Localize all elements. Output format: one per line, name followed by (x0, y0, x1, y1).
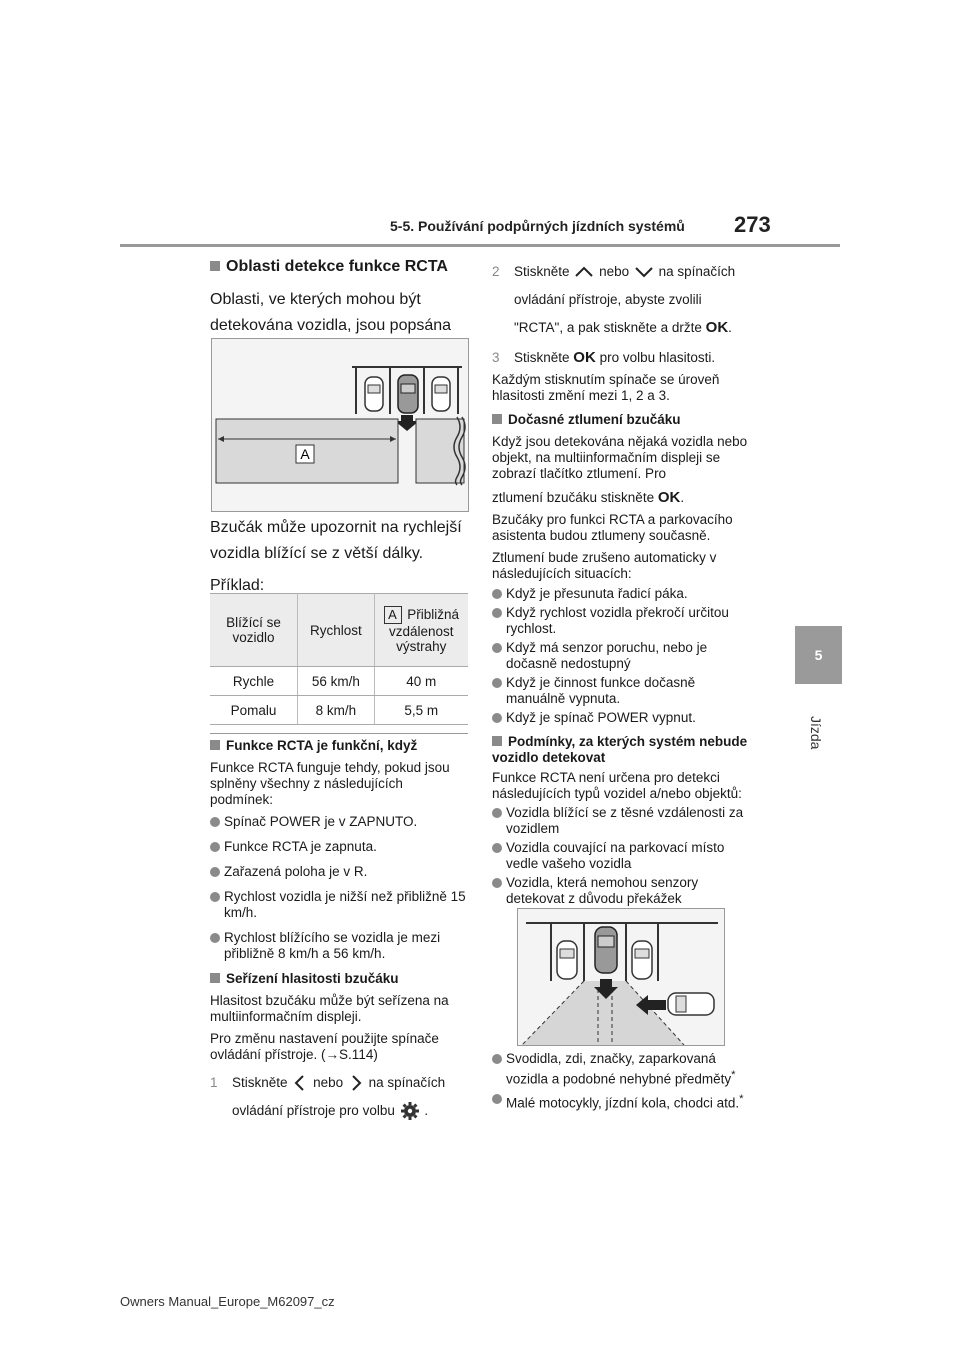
table-label-a: A (384, 606, 402, 624)
page-number: 273 (734, 212, 771, 237)
step-text: Stiskněte (514, 350, 570, 365)
table-cell: 56 km/h (298, 667, 374, 696)
heading-volume: Seřízení hlasitosti bzučáku (226, 971, 399, 986)
chapter-label: Jízda (808, 716, 824, 750)
heading-mute: Dočasné ztlumení bzučáku (508, 412, 681, 427)
step-number: 1 (210, 1075, 218, 1090)
list-item: Když je spínač POWER vypnut. (492, 710, 754, 726)
figure-label-a: A (300, 446, 310, 462)
section-divider (210, 733, 468, 734)
step-text: ovládání přístroje pro volbu (232, 1103, 395, 1118)
mute-text: Když jsou detekována nějaká vozidla nebo objekt, na multiinformačním displeji se zobrazí tlačítko ztlumení. Pro (492, 434, 748, 481)
parked-car-right (432, 377, 450, 411)
list-item (492, 1091, 754, 1112)
list-item: Funkce RCTA je zapnuta. (210, 839, 468, 855)
step-text: pro volbu hlasitosti. (599, 350, 716, 365)
table-header-distance (374, 594, 468, 667)
parked-car-left (557, 941, 577, 979)
step-text: . (424, 1103, 429, 1118)
intro-text: Oblasti, ve kterých mohou být detekována vozidla, jsou popsána (210, 291, 452, 334)
list-item: Zařazená poloha je v R. (210, 864, 468, 880)
mute-text-2a: ztlumení bzučáku stiskněte (492, 490, 655, 505)
step-text: nebo (599, 264, 630, 279)
ok-icon: OK (657, 489, 681, 506)
list-item-text: Malé motocykly, jízdní kola, chodci atd. (506, 1095, 740, 1110)
no-detect-text: Funkce RCTA není určena pro detekci následujících typů vozidel a/nebo objektů: (492, 770, 742, 801)
volume-cycle-text: Každým stisknutím spínače se úroveň hlasitosti změní mezi 1, 2 a 3. (492, 372, 720, 403)
list-item: Rychlost vozidla je nižší než přibližně 15 km/h. (210, 889, 468, 921)
right-column-bottom (492, 1051, 754, 1117)
mute-text-2 (492, 486, 754, 510)
step-3 (492, 344, 754, 372)
rcta-functional-text: Funkce RCTA funguje tehdy, pokud jsou splněny všechny z následujících podmínek: (210, 760, 450, 807)
heading-detection-areas: Oblasti detekce funkce RCTA (226, 258, 448, 275)
table-header-speed: Rychlost (298, 594, 374, 667)
step-text: na spínačích (368, 1075, 446, 1090)
heading-rcta-functional: Funkce RCTA je funkční, když (226, 738, 418, 753)
list-item: Když je činnost funkce dočasně manuálně vypnuta. (492, 675, 754, 707)
step-text: na spínačích (658, 264, 736, 279)
list-item: Vozidla couvající na parkovací místo vedle vašeho vozidla (492, 840, 754, 872)
heading-no-detect: Podmínky, za kterých systém nebude vozidlo detekovat (492, 734, 748, 765)
chevron-right-icon (347, 1073, 365, 1093)
heading-marker (210, 973, 220, 983)
step-text: . (728, 320, 732, 335)
ok-icon: OK (705, 319, 729, 336)
ok-icon: OK (573, 349, 596, 366)
parked-car-right (632, 941, 652, 979)
chevron-down-icon (633, 264, 655, 280)
table-cell: 8 km/h (298, 696, 374, 725)
list-item: Vozidla, která nemohou senzory detekovat z důvodu překážek (492, 875, 754, 907)
left-column-bottom (210, 738, 468, 1125)
chapter-tab: 5 (795, 626, 842, 684)
table-row (210, 667, 468, 696)
step-1 (210, 1069, 468, 1125)
table-cell: 40 m (374, 667, 468, 696)
list-item: Vozidla blížící se z těsné vzdálenosti za vozidlem (492, 805, 754, 837)
list-item: Když je přesunuta řadicí páka. (492, 586, 754, 602)
detection-area-diagram (212, 339, 468, 511)
heading-marker (210, 261, 220, 271)
table-header-distance-text: Přibližná vzdálenost výstrahy (389, 607, 460, 654)
table-cell: 5,5 m (374, 696, 468, 725)
header-rule (120, 244, 840, 247)
step-text: ovládání přístroje, abyste zvolili (514, 292, 702, 307)
blind-spot-figure (517, 908, 725, 1046)
step-2 (492, 258, 754, 342)
list-item: Spínač POWER je v ZAPNUTO. (210, 814, 468, 830)
list-item: Když rychlost vozidla překročí určitou rychlost. (492, 605, 754, 637)
list-item: Rychlost blížícího se vozidla je mezi přibližně 8 km/h a 56 km/h. (210, 930, 468, 962)
own-car (595, 927, 617, 973)
heading-marker (492, 736, 502, 746)
heading-marker (492, 414, 502, 424)
table-row (210, 696, 468, 725)
detection-area-figure (211, 338, 469, 512)
footer-text: Owners Manual_Europe_M62097_cz (120, 1294, 335, 1309)
list-item (492, 1051, 754, 1088)
approaching-car (668, 993, 714, 1015)
footnote-mark: * (731, 1069, 736, 1081)
section-title: 5-5. Používání podpůrných jízdních systémů (390, 218, 685, 234)
step-number: 3 (492, 350, 500, 365)
chevron-up-icon (573, 264, 595, 280)
step-text: Stiskněte (514, 264, 570, 279)
own-car (398, 375, 418, 413)
left-column-mid (210, 515, 472, 605)
heading-marker (210, 740, 220, 750)
chevron-left-icon (291, 1073, 309, 1093)
footnote-mark: * (739, 1092, 744, 1105)
list-item: Když má senzor poruchu, nebo je dočasně nedostupný (492, 640, 754, 672)
mute-text-4: Ztlumení bude zrušeno automaticky v následujících situacích: (492, 550, 717, 581)
right-column (492, 258, 754, 913)
volume-text-2: Pro změnu nastavení použijte spínače ovládání přístroje. (→S.114) (210, 1031, 439, 1062)
list-item-text: Svodidla, zdi, značky, zaparkovaná vozidla a podobné nehybné předměty (506, 1051, 732, 1087)
table-cell: Rychle (210, 667, 298, 696)
table-header-vehicle: Blížící se vozidlo (210, 594, 298, 667)
table-cell: Pomalu (210, 696, 298, 725)
mute-text-3: Bzučáky pro funkci RCTA a parkovacího asistenta budou ztlumeny současně. (492, 512, 733, 543)
parked-car-left (365, 377, 383, 411)
warning-distance-table (210, 593, 468, 725)
gear-icon (399, 1100, 421, 1122)
mute-text-2b: . (680, 490, 685, 505)
volume-text-1: Hlasitost bzučáku může být seřízena na multiinformačním displeji. (210, 993, 449, 1024)
buzzer-text: Bzučák může upozornit na rychlejší vozidla blížící se z větší dálky. (210, 519, 462, 562)
example-label: Příklad: (210, 577, 265, 594)
step-text: nebo (313, 1075, 344, 1090)
step-text: "RCTA", a pak stiskněte a držte (514, 320, 702, 335)
step-text: Stiskněte (232, 1075, 288, 1090)
blind-spot-diagram (518, 909, 724, 1045)
step-number: 2 (492, 264, 500, 279)
